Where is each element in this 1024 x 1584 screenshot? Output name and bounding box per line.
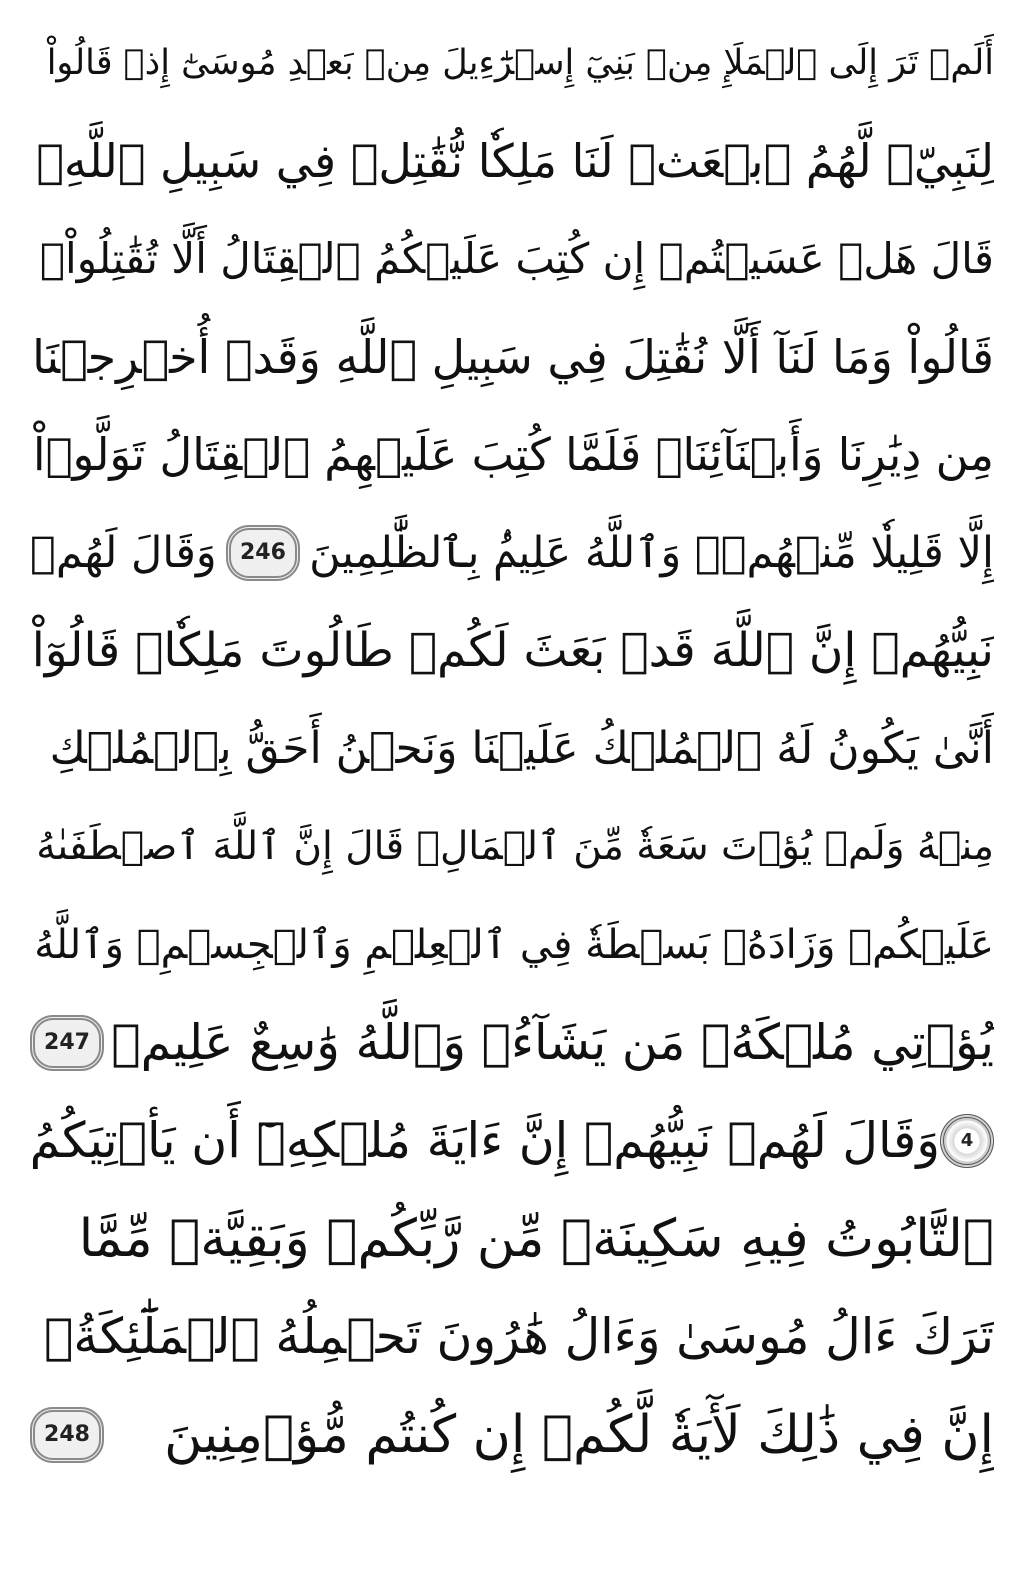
text-line-1 [30,14,994,112]
text-line-7 [30,602,994,700]
text-line-4 [30,308,994,406]
ayah-marker-248: 248 [30,1407,104,1463]
text-line-2 [30,112,994,210]
line-text: يُؤۡتِي مُلۡكَهُۥ مَن يَشَآءُۚ وَٱللَّهُ وَٰسِعٌ عَلِيمٞ [111,1014,994,1071]
line-text: إِلَّا قَلِيلٗا مِّنۡهُمۡۚ وَٱللَّهُ عَلِيمُۢ بِٱلظَّٰلِمِينَ [309,528,994,578]
text-line-3 [30,210,994,308]
line-text: نَبِيُّهُمۡ إِنَّ ٱللَّهَ قَدۡ بَعَثَ لَكُمۡ طَالُوتَ مَلِكٗاۚ قَالُوٓاْ [31,623,994,678]
text-line-6 [30,504,994,602]
line-text: وَقَالَ لَهُمۡ نَبِيُّهُمۡ إِنَّ ءَايَةَ مُلۡكِهِۦٓ أَن يَأۡتِيَكُمُ [30,1112,940,1169]
text-line-15 [30,1386,994,1484]
line-text: تَرَكَ ءَالُ مُوسَىٰ وَءَالُ هَٰرُونَ تَحۡمِلُهُ ٱلۡمَلَٰٓئِكَةُۚ [44,1308,994,1365]
text-line-9 [30,798,994,896]
line-text: وَقَالَ لَهُمۡ [30,528,217,578]
text-line-14 [30,1288,994,1386]
line-text: قَالَ هَلۡ عَسَيۡتُمۡ إِن كُتِبَ عَلَيۡكُمُ ٱلۡقِتَالُ أَلَّا تُقَٰتِلُواْۖ [39,234,994,283]
text-line-8 [30,700,994,798]
text-line-13 [30,1190,994,1288]
line-text: ٱلتَّابُوتُ فِيهِ سَكِينَةٞ مِّن رَّبِّكُمۡ وَبَقِيَّةٞ مِّمَّا [78,1209,994,1269]
line-text: قَالُواْ وَمَا لَنَآ أَلَّا نُقَٰتِلَ فِي سَبِيلِ ٱللَّهِ وَقَدۡ أُخۡرِجۡنَا [32,330,994,384]
ayah-marker-247: 247 [30,1015,104,1071]
line-text: مِنۡهُ وَلَمۡ يُؤۡتَ سَعَةٗ مِّنَ ٱلۡمَالِۚ قَالَ إِنَّ ٱللَّهَ ٱصۡطَفَىٰهُ [36,824,994,869]
text-line-10 [30,896,994,994]
line-text: أَنَّىٰ يَكُونُ لَهُ ٱلۡمُلۡكُ عَلَيۡنَا وَنَحۡنُ أَحَقُّ بِٱلۡمُلۡكِ [49,723,994,774]
text-line-11 [30,994,994,1092]
text-line-5 [30,406,994,504]
hizb-quarter-marker-icon: 4 [940,1114,994,1168]
line-text: مِن دِيَٰرِنَا وَأَبۡنَآئِنَاۖ فَلَمَّا كُتِبَ عَلَيۡهِمُ ٱلۡقِتَالُ تَوَلَّوۡاْ [32,428,994,481]
line-text: أَلَمۡ تَرَ إِلَى ٱلۡمَلَإِ مِنۢ بَنِيٓ إِسۡرَٰٓءِيلَ مِنۢ بَعۡدِ مُوسَىٰٓ إِذۡ قَالُواْ [46,43,994,83]
line-text: إِنَّ فِي ذَٰلِكَ لَأٓيَةٗ لَّكُمۡ إِن كُنتُم مُّؤۡمِنِينَ [164,1405,994,1465]
ayah-marker-246: 246 [226,525,300,581]
line-text: عَلَيۡكُمۡ وَزَادَهُۥ بَسۡطَةٗ فِي ٱلۡعِلۡمِ وَٱلۡجِسۡمِۖ وَٱللَّهُ [34,922,994,968]
text-line-12 [30,1092,994,1190]
line-text: لِنَبِيّٖ لَّهُمُ ٱبۡعَثۡ لَنَا مَلِكٗا نُّقَٰتِلۡ فِي سَبِيلِ ٱللَّهِۖ [36,134,994,188]
